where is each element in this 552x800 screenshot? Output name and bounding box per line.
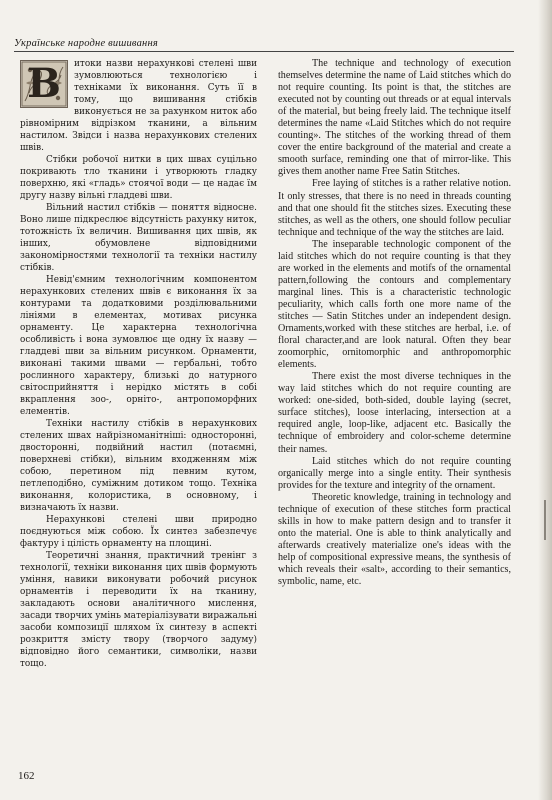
en-paragraph-1: The technique and technology of execution themselves determine the name of Laid stitches which do not require counting. Its point is that, the stitches are executed not by counting out threads or at equal intervals of the material, but being freely laid. The technique itself determines the name «Laid Stitches which do not require counting». The stitches of the working thread of them cover the entire background of the material and create a smooth surface, reminding one that of mirror-like. This gives them another name Free Satin Stitches.	[278, 58, 511, 178]
uk-paragraph-2: Стібки робочої нитки в цих швах суцільно покривають тло тканини і утворюють гладку поверхню, які «гладь» стоячої води — це надає їм другу назву вільні гладдеві шви.	[20, 155, 257, 201]
uk-paragraph-7: Теоретичні знання, практичний тренінг з технології, техніки виконання цих швів формують уміння, навики виконувати робочий рисунок орнаментів і переводити їх на тканину, закладають основи аналітичного мислення, засади творчих умінь матеріалізувати виражальні засоби композиції шляхом їх синтезу в аспекті розкриття змісту твору (творчого задуму) відповідно його семантики, символіки, назви тощо.	[20, 551, 257, 669]
scan-edge-shadow	[538, 0, 552, 800]
uk-paragraph-5: Техніки настилу стібків в нерахункових стелених швах найрізноманітніші: односторонні, двосторонні, подвійний настил (потаємні, поверхневі стібки), вільним входженням між собою, перетином під певним кутом, петлеподібно, суміжним дотиком тощо. Техніка виконання, колористика, в основному, і визначають їх назви.	[20, 419, 257, 513]
en-paragraph-3: The inseparable technologic component of the laid stitches which do not require counting is that they are worked in the elements and motifs of the ornamental pattern,following the contours and complementary marginal lines. This is a characteristic technologic peculiarity, which calls forth one more name of the stitches — Satin Stitches under an independent design. Ornaments,worked with these stitches are herbal, i.e. of floral character,and are look natural. Often they bear zoomorphic, ornitomorphic and anthropomorphic elements.	[278, 238, 511, 371]
uk-paragraph-4: Невід'ємним технологічним компонентом нерахункових стелених швів є виконання їх за контурами та додатковими розділювальними лініями в елементах, мотивах рисунка орнаменту. Це характерна технологічна особливість і вона зумовлює ще одну їх назву — гладдеві шви за вільним рисунком. Орнаменти, виконані такими швами — гербальні, тобто рослинного характеру, близькі до натурного світосприйняття і нерідко містять в собі вкраплення зоо-, орніто-, антропоморфних елементів.	[20, 275, 257, 417]
uk-paragraph-3: Вільний настил стібків — поняття відносне. Воно лише підкреслює відсутність рахунку ниток, тотожність їх величин. Вишивання цих швів, як інших, обумовлене відповідними закономірностями технології та техніки настилу стібків.	[20, 203, 257, 273]
running-title: Українське народне вишивання	[14, 38, 158, 49]
ornamental-dropcap	[20, 60, 68, 108]
ukrainian-column	[20, 58, 257, 670]
binder-mark	[544, 500, 546, 540]
en-paragraph-4: There exist the most diverse techniques in the way laid stitches which do not require counting are worked: one-sided, both-sided, double laying (secret, surface stitches), loose interlacing, intersection at a required angle, loop-like, adjacent etc. Basically the technique of embroidery and color-scheme determine their names.	[278, 371, 511, 455]
dropcap-letter: В	[27, 60, 61, 107]
english-column	[278, 58, 511, 588]
running-header	[14, 38, 514, 52]
en-paragraph-6: Theoretic knowledge, training in technology and technique of execution of these stitches form practical skills in how to make pattern design and to transfer it onto the material. One is able to think analytically and afterwards creatively materialize one's ideas with the help of compositional expressive means, the synthesis of which reveals their «salt», according to their semantics, symbolic, name, etc.	[278, 491, 511, 588]
uk-paragraph-1: итоки назви нерахункові стелені шви зумовлюються технологією і техніками їх виконання. Суть її в тому, що вишивання стібків виконується не за рахунком ниток або рівномірним відрізком тканини, а вільним настилом. Звідси і назва нерахункових стелених швів.	[20, 59, 257, 153]
page-number: 162	[18, 770, 35, 782]
uk-paragraph-6: Нерахункові стелені шви природно поєднуються між собою. Їх синтез забезпечує фактуру і цілість орнаменту на площині.	[20, 515, 257, 549]
en-paragraph-2: Free laying of stitches is a rather relative notion. It only stresses, that there is no need in threads counting and that one should fit the stitches sizes. Executing these stitches, as well as the others, one should follow peculiar technique and technique of the way the stitches are laid.	[278, 178, 511, 238]
en-paragraph-5: Laid stitches which do not require counting organically merge into a single entity. Their synthesis provides for the texture and integrity of the ornament.	[278, 455, 511, 491]
